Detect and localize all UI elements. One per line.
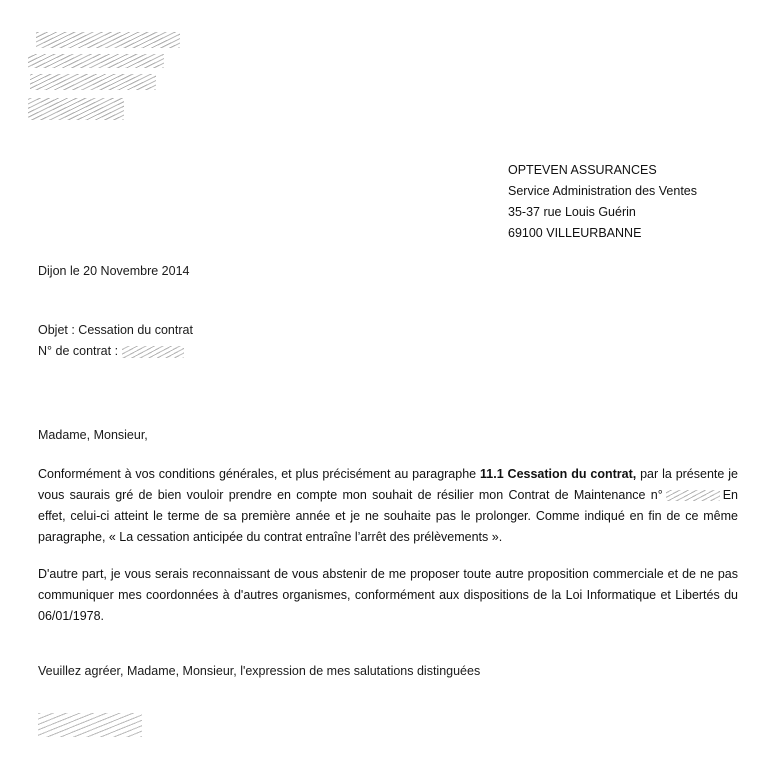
addressee-line-department: Service Administration des Ventes — [508, 184, 697, 198]
contract-number-label: N° de contrat : — [38, 344, 119, 358]
paragraph1-segment-1: Conformément à vos conditions générales, et plus précisément au paragraphe — [38, 467, 481, 481]
paragraph1-segment-2: par la présente je vous saurais gré de bien vouloir prendre en compte mon souhait de résilier mon Contrat de Maintenance n° — [38, 467, 738, 502]
contract-number-line — [38, 341, 193, 362]
contract-number-redacted — [122, 346, 184, 358]
addressee-line-street: 35-37 rue Louis Guérin — [508, 205, 636, 219]
subject-block — [38, 320, 193, 362]
letter-body — [38, 464, 738, 627]
closing-line: Veuillez agréer, Madame, Monsieur, l'expression de mes salutations distinguées — [38, 664, 481, 678]
body-paragraph-1 — [38, 464, 738, 548]
date-line: Dijon le 20 Novembre 2014 — [38, 264, 190, 278]
paragraph1-segment-3: En effet, celui-ci atteint le terme de sa première année et je ne souhaite pas le prolonger. Comme indiqué en fin de ce même paragraphe, « La cessation anticipée du contrat entraîne l’arrêt des prélèvements ». — [38, 488, 738, 544]
addressee-line-company: OPTEVEN ASSURANCES — [508, 163, 657, 177]
addressee-block — [508, 160, 697, 244]
logo-scribble-line-2 — [28, 54, 164, 68]
addressee-line-city: 69100 VILLEURBANNE — [508, 226, 642, 240]
signature-redacted — [38, 713, 142, 737]
sender-logo-redacted — [28, 28, 180, 120]
paragraph1-bold-clause: 11.1 Cessation du contrat, — [480, 467, 637, 481]
logo-scribble-line-3 — [30, 74, 156, 90]
body-paragraph-2: D'autre part, je vous serais reconnaissant de vous abstenir de me proposer toute autre proposition commerciale et de ne pas communiquer mes coordonnées à d'autres organismes, conformément aux dispositions de la Loi Informatique et Libertés du 06/01/1978. — [38, 567, 738, 623]
salutation: Madame, Monsieur, — [38, 428, 148, 442]
inline-contract-number-redacted — [666, 490, 720, 501]
logo-scribble-line-1 — [36, 32, 180, 48]
logo-scribble-line-4 — [28, 98, 124, 120]
subject-object-line: Objet : Cessation du contrat — [38, 323, 193, 337]
